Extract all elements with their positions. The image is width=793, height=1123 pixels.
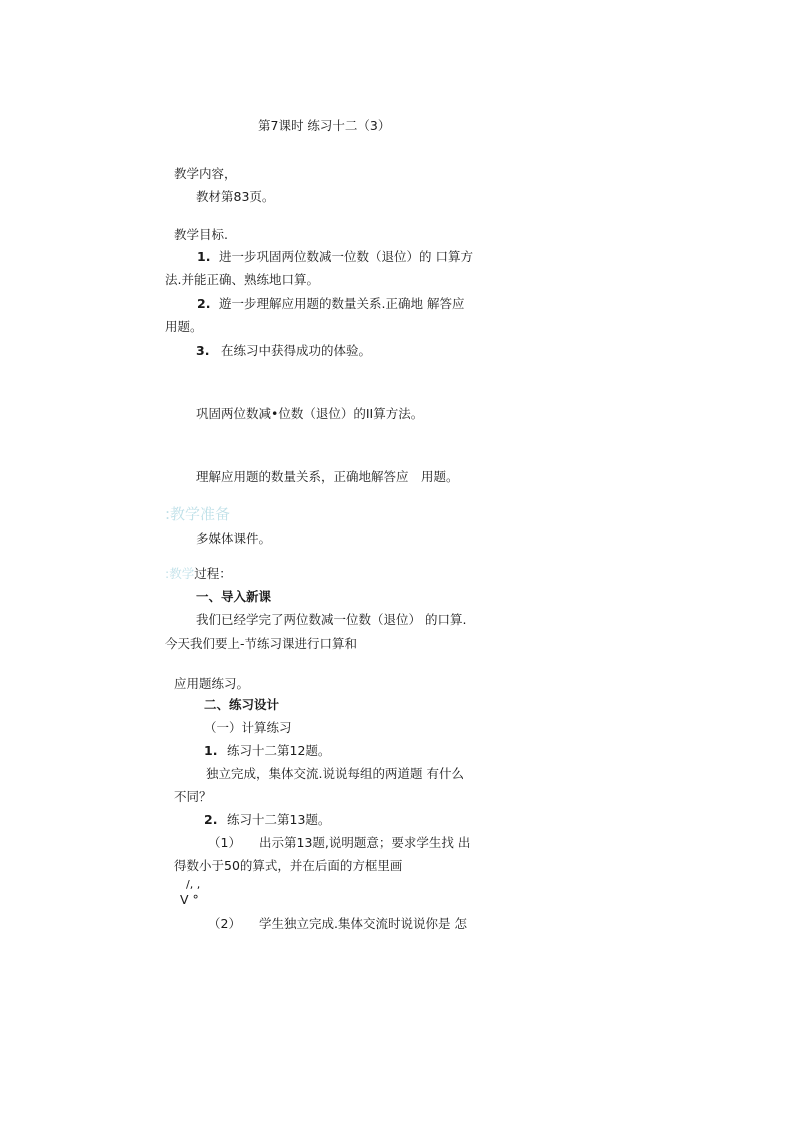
objective-2-number: 2.	[197, 296, 211, 311]
objective-1-line-1: 进一步巩固两位数减一位数（退位）的 口算方	[219, 249, 473, 264]
exercise-2-step-2-number: （2）	[208, 916, 241, 931]
exercise-1-desc-line-1: 独立完成，集体交流.说说每组的两道题 有什么	[206, 766, 464, 781]
objective-2-line-1: 遊一步理解应用题的数量关系.正确地 解答应	[219, 296, 465, 311]
preparation-heading: :教学准备	[165, 505, 231, 523]
content-label: 教学内容，	[174, 166, 237, 181]
content-text: 教材第83页。	[196, 189, 275, 204]
exercise-2-mark-2: V °	[180, 892, 199, 907]
difficulty-text: 理解应用题的数量关系，正确地解答应 用题。	[196, 469, 459, 484]
exercise-2-step-1-number: （1）	[208, 835, 241, 850]
exercise-2-mark-1: /, ,	[186, 878, 201, 891]
exercise-2-step-1-line-1: 出示第13题,说明题意；要求学生找 出	[259, 835, 471, 850]
exercise-2-text: 练习十二第13题。	[227, 812, 331, 827]
exercise-2-step-1-line-2: 得数小于50的算式，并在后面的方框里画	[174, 858, 403, 873]
objective-1-number: 1.	[197, 249, 211, 264]
subsection-1-title: （一）计算练习	[204, 720, 292, 735]
section-1-line-3: 应用题练习。	[174, 676, 250, 691]
objective-2-line-2: 用题。	[165, 319, 203, 334]
section-1-line-1: 我们已经学完了两位数减一位数（退位） 的口算.	[196, 612, 467, 627]
section-2-title: 二、练习设计	[204, 697, 280, 712]
objectives-label: 教学目标.	[174, 227, 228, 242]
section-1-line-2: 今天我们要上-节练习课进行口算和	[165, 636, 358, 651]
exercise-2-number: 2.	[204, 812, 218, 827]
key-point-text: 巩固两位数减•位数（退位）的II算方法。	[196, 406, 424, 421]
page-title: 第7课时 练习十二（3）	[258, 118, 391, 133]
exercise-1-number: 1.	[204, 743, 218, 758]
process-heading	[165, 566, 232, 582]
objective-3-number: 3.	[196, 343, 210, 358]
process-heading-faint: :教学	[165, 566, 195, 581]
exercise-2-step-2-line-1: 学生独立完成.集体交流时说说你是 怎	[259, 916, 467, 931]
objective-1-line-2: 法.并能正确、熟练地口算。	[165, 272, 319, 287]
exercise-1-desc-line-2: 不同？	[174, 789, 212, 804]
objective-3-line-1: 在练习中获得成功的体验。	[221, 343, 372, 358]
exercise-1-text: 练习十二第12题。	[227, 743, 331, 758]
preparation-text: 多媒体课件。	[196, 531, 272, 546]
section-1-title: 一、导入新课	[196, 589, 272, 604]
process-heading-rest: 过程：	[194, 566, 232, 581]
